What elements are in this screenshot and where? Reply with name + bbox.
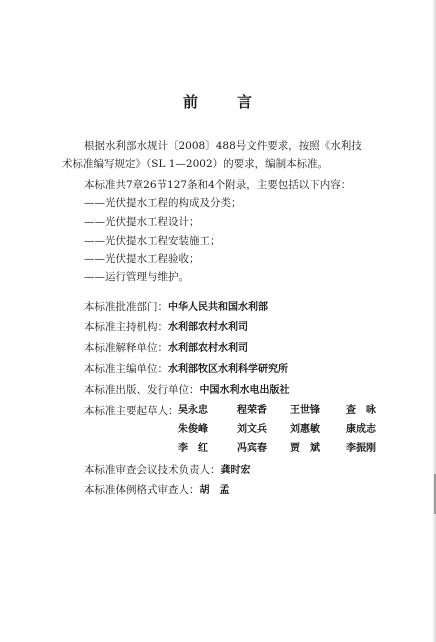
format-row <box>84 481 230 500</box>
drafter-name: 贾 斌 <box>290 443 320 454</box>
interpret-row <box>84 339 248 358</box>
list-item: ——光伏提水工程验收； <box>84 253 200 265</box>
drafter-name: 康成志 <box>346 424 376 435</box>
drafter-name: 朱俊峰 <box>178 424 208 435</box>
drafter-name: 刘惠敏 <box>290 424 320 435</box>
review-value: 龚时宏 <box>220 465 251 476</box>
host-label: 本标准主持机构： <box>84 321 168 333</box>
interpret-value: 水利部农村水利司 <box>168 343 248 354</box>
drafter-name: 程荣香 <box>237 405 267 416</box>
interpret-label: 本标准解释单位： <box>84 342 168 354</box>
title-char-2: 言 <box>237 93 254 111</box>
approval-row <box>84 298 268 317</box>
editor-label: 本标准主编单位： <box>84 363 168 375</box>
format-value: 胡 孟 <box>199 485 230 496</box>
approval-value: 中华人民共和国水利部 <box>168 302 268 313</box>
drafter-name: 李 红 <box>178 443 208 454</box>
drafters-label: 本标准主要起草人： <box>84 405 179 417</box>
list-item: ——光伏提水工程安装施工； <box>84 235 221 247</box>
host-value: 水利部农村水利司 <box>168 322 248 333</box>
editor-value: 水利部牧区水利科学研究所 <box>168 364 288 375</box>
drafter-name: 刘文兵 <box>237 424 267 435</box>
intro-line-2: 术标准编写规定》（SL 1—2002）的要求，编制本标准。 <box>62 158 329 170</box>
publisher-row <box>84 381 290 400</box>
drafter-name: 李振刚 <box>346 443 376 454</box>
drafter-name: 吴永忠 <box>178 405 208 416</box>
list-item: ——光伏提水工程设计； <box>84 216 200 228</box>
review-row <box>84 461 251 480</box>
list-item: ——运行管理与维护。 <box>84 271 189 283</box>
title-char-1: 前 <box>182 93 199 111</box>
scope-line: 本标准共7章26节127条和4个附录，主要包括以下内容： <box>84 179 352 191</box>
review-label: 本标准审查会议技术负责人： <box>84 464 221 476</box>
publisher-value: 中国水利水电出版社 <box>199 385 290 396</box>
publisher-label: 本标准出版、发行单位： <box>84 384 200 396</box>
approval-label: 本标准批准部门： <box>84 301 168 313</box>
page-title <box>0 91 436 112</box>
intro-line-1: 根据水利部水规计〔2008〕488号文件要求，按照《水利技 <box>84 140 362 152</box>
format-label: 本标准体例格式审查人： <box>84 484 200 496</box>
host-row <box>84 318 248 337</box>
drafter-name: 查 咏 <box>346 405 376 416</box>
drafter-name: 王世锋 <box>290 405 320 416</box>
editor-row <box>84 360 288 379</box>
drafter-name: 冯宾春 <box>237 443 267 454</box>
list-item: ——光伏提水工程的构成及分类； <box>84 197 242 209</box>
